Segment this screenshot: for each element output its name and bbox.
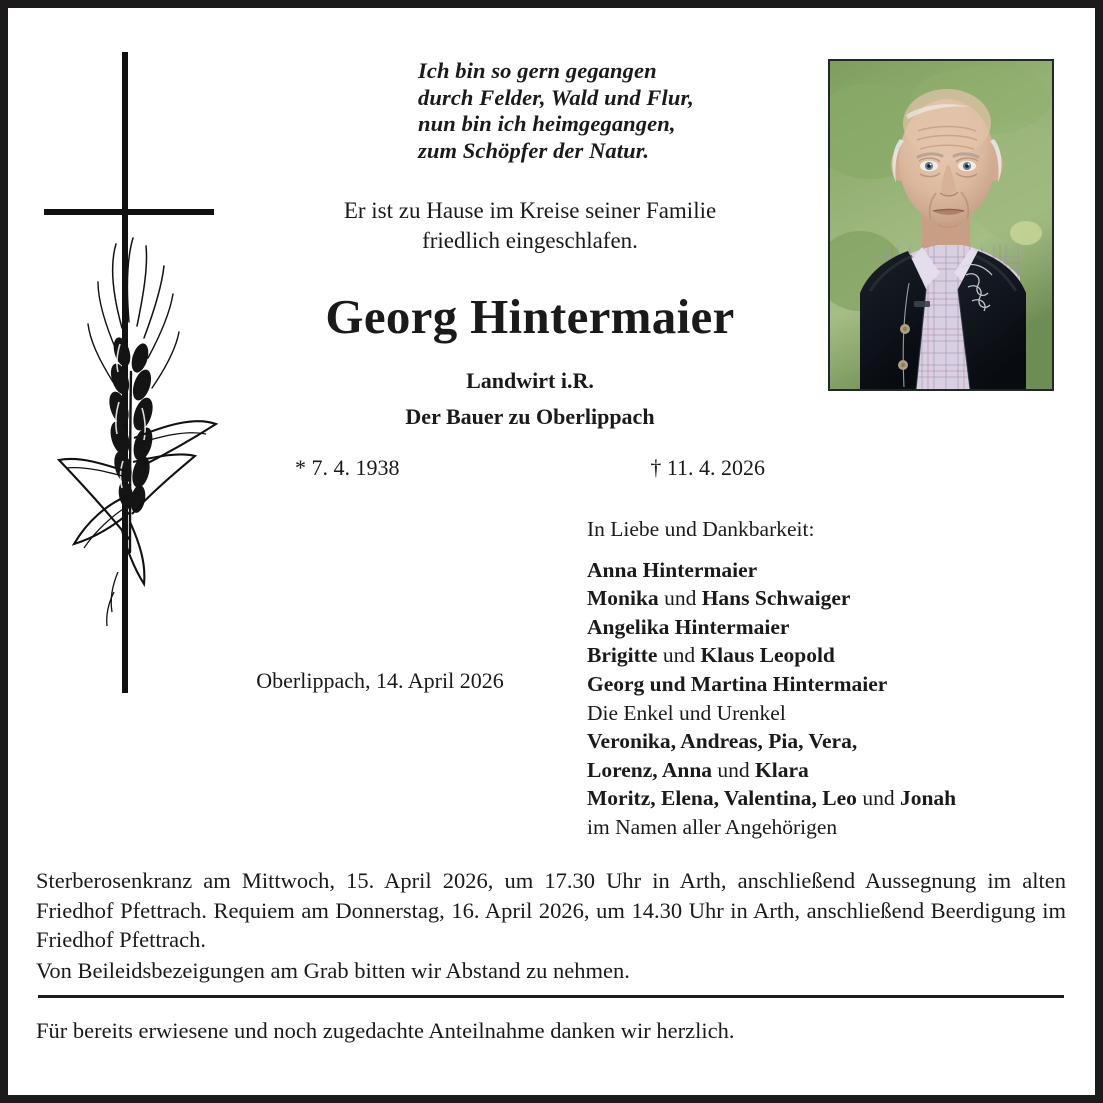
- family-list-item: [587, 556, 1067, 585]
- family-member-name: Monika: [587, 586, 659, 611]
- family-list-item: [587, 613, 1067, 642]
- death-date: † 11. 4. 2026: [650, 455, 765, 480]
- deceased-epithet: Der Bauer zu Oberlippach: [405, 404, 655, 429]
- family-member-name: Hans Schwaiger: [701, 586, 851, 611]
- family-conjunction: und: [657, 643, 701, 668]
- section-divider: [38, 995, 1064, 998]
- family-conjunction: Die Enkel und Urenkel: [587, 700, 786, 725]
- passing-statement: [240, 196, 820, 256]
- family-list-item: [587, 727, 1067, 756]
- family-list-item: [587, 784, 1067, 813]
- place-and-date: Oberlippach, 14. April 2026: [256, 668, 504, 693]
- family-member-name: Veronika, Andreas, Pia, Vera,: [587, 729, 858, 754]
- cross-with-wheat-ear-icon: [34, 52, 234, 697]
- family-list-item: [587, 699, 1067, 728]
- birth-date: * 7. 4. 1938: [295, 455, 400, 480]
- family-list-item: [587, 670, 1067, 699]
- family-member-name: Anna Hintermaier: [587, 557, 758, 582]
- family-member-name: Georg und Martina Hintermaier: [587, 671, 888, 696]
- family-member-name: Angelika Hintermaier: [587, 614, 790, 639]
- family-conjunction: und: [856, 786, 900, 811]
- family-list-item: [587, 813, 1067, 842]
- family-member-name: Lorenz, Anna: [587, 757, 713, 782]
- poem-line-2: durch Felder, Wald und Flur,: [418, 84, 694, 110]
- family-conjunction: und: [712, 757, 756, 782]
- passing-statement-line-1: Er ist zu Hause im Kreise seiner Familie: [343, 198, 717, 223]
- family-member-name: Klara: [755, 757, 809, 782]
- funeral-arrangements: Sterberosenkranz am Mittwoch, 15. April 2026, um 17.30 Uhr in Arth, anschließend Aussegnung im alten Friedhof Pfettrach. Requiem am Donnerstag, 16. April 2026, um 14.30 Uhr in Arth, anschließend Beerdigung im Friedhof Pfettrach.: [36, 868, 1066, 952]
- thanks-note: Für bereits erwiesene und noch zugedachte Anteilnahme danken wir herzlich.: [36, 1018, 735, 1043]
- family-list-item: [587, 641, 1067, 670]
- condolence-request: Von Beileidsbezeigungen am Grab bitten wir Abstand zu nehmen.: [36, 958, 630, 983]
- family-list-item: [587, 584, 1067, 613]
- family-conjunction: im Namen aller Angehörigen: [587, 814, 838, 839]
- family-list-item: [587, 756, 1067, 785]
- deceased-profession: Landwirt i.R.: [466, 368, 594, 393]
- family-member-name: Jonah: [899, 786, 957, 811]
- passing-statement-line-2: friedlich eingeschlafen.: [422, 228, 638, 253]
- family-member-name: Moritz, Elena, Valentina, Leo: [587, 786, 857, 811]
- poem-line-4: zum Schöpfer der Natur.: [418, 137, 650, 163]
- family-list: [587, 515, 1067, 842]
- poem-line-3: nun bin ich heimgegangen,: [418, 111, 676, 136]
- family-member-name: Klaus Leopold: [700, 643, 835, 668]
- life-dates: [240, 455, 820, 481]
- family-list-heading: In Liebe und Dankbarkeit:: [587, 517, 815, 541]
- deceased-name: Georg Hintermaier: [325, 289, 735, 344]
- family-member-name: Brigitte: [587, 643, 658, 668]
- poem-line-1: Ich bin so gern gegangen: [418, 58, 657, 83]
- family-conjunction: und: [658, 586, 702, 611]
- family-list-rows: [587, 556, 1067, 842]
- poem-verse: [300, 58, 800, 164]
